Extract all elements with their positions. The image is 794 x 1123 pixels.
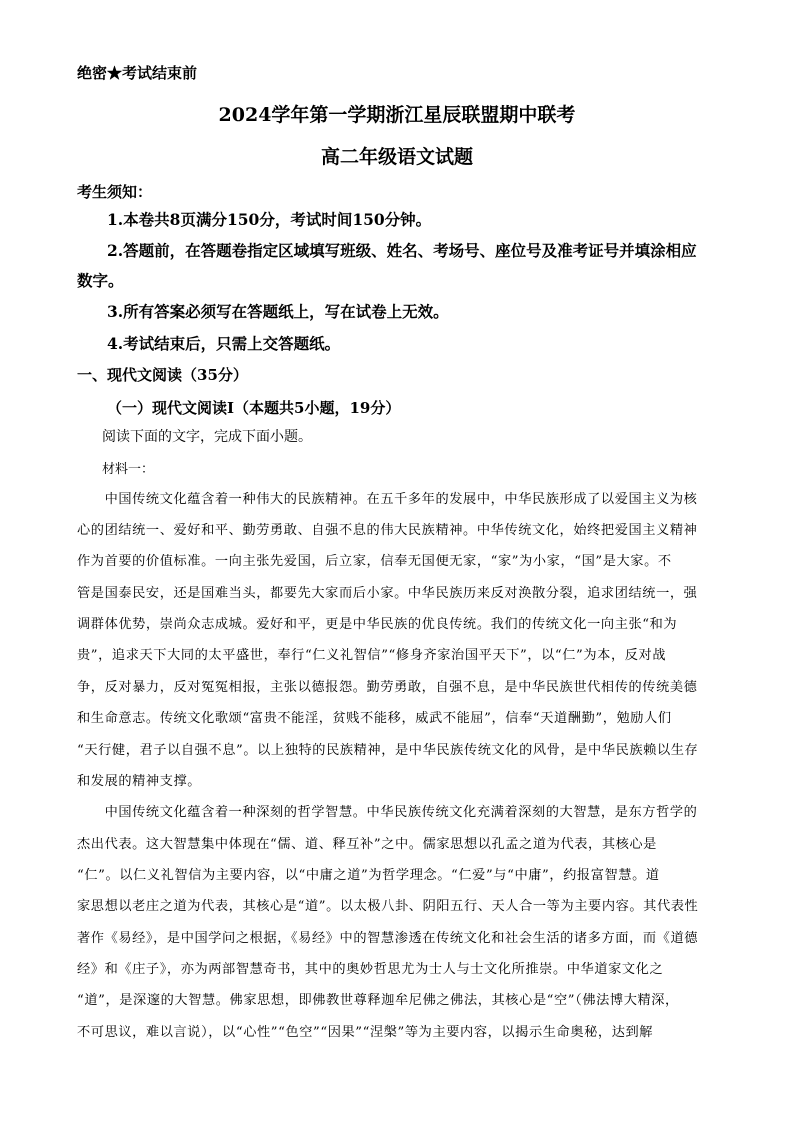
passage-line: “道”，是深邃的大智慧。佛家思想，即佛教世尊释迦牟尼佛之佛法，其核心是“空”（佛法博大精深， bbox=[77, 993, 679, 1008]
passage-line: 家思想以老庄之道为代表，其核心是“道”。以太极八卦、阴阳五行、天人合一等为主要内容。其代表性 bbox=[77, 899, 699, 914]
reading-instruction: 阅读下面的文字，完成下面小题。 bbox=[102, 429, 312, 445]
subsection-title: （一）现代文阅读Ⅰ（本题共5小题，19分） bbox=[107, 399, 401, 417]
notice-rule-4: 4.考试结束后，只需上交答题纸。 bbox=[107, 334, 341, 353]
passage-line: 管是国泰民安，还是国难当头，都要先大家而后小家。中华民族历来反对涣散分裂，追求团结统一，强 bbox=[77, 586, 698, 601]
notice-rule-3: 3.所有答案必须写在答题纸上，写在试卷上无效。 bbox=[107, 302, 449, 321]
passage-line: 中国传统文化蕴含着一种深刻的哲学智慧。中华民族传统文化充满着深刻的大智慧，是东方哲学的 bbox=[77, 805, 698, 820]
notice-heading: 考生须知： bbox=[77, 183, 153, 201]
section-title: 一、现代文阅读（35分） bbox=[77, 366, 248, 384]
material-label: 材料一： bbox=[102, 462, 155, 477]
passage-line: 杰出代表。这大智慧集中体现在“儒、道、释互补”之中。儒家思想以孔孟之道为代表，其核心是 bbox=[77, 837, 657, 852]
passage-line: 和发展的精神支撑。 bbox=[77, 774, 202, 789]
passage-line: 争，反对暴力，反对冤冤相报，主张以德报怨。勤劳勇敢，自强不息，是中华民族世代相传的传统美德 bbox=[77, 680, 698, 695]
passage-line: 不可思议，难以言说），以“心性”“色空”“因果”“涅槃”等为主要内容，以揭示生命奥秘，达到解 bbox=[77, 1025, 654, 1040]
secret-mark: 绝密★考试结束前 bbox=[77, 64, 198, 82]
passage-line: 中国传统文化蕴含着一种伟大的民族精神。在五千多年的发展中，中华民族形成了以爱国主义为核 bbox=[77, 492, 698, 507]
passage-line: 心的团结统一、爱好和平、勤劳勇敢、自强不息的伟大民族精神。中华传统文化，始终把爱国主义精神 bbox=[77, 523, 698, 538]
notice-rule-2-continued: 数字。 bbox=[77, 271, 124, 290]
passage-line: 和生命意志。传统文化歌颂“富贵不能淫，贫贱不能移，威武不能屈”，信奉“天道酬勤”，勉励人们 bbox=[77, 711, 672, 726]
passage-line: 贵”，追求天下大同的太平盛世，奉行“仁义礼智信”“修身齐家治国平天下”，以“仁”为本，反对战 bbox=[77, 648, 667, 663]
exam-title: 2024学年第一学期浙江星辰联盟期中联考 bbox=[218, 104, 576, 126]
passage-line: 调群体优势，崇尚众志成城。爱好和平，更是中华民族的优良传统。我们的传统文化一向主张“和为 bbox=[77, 617, 678, 632]
passage-line: 作为首要的价值标准。一向主张先爱国，后立家，信奉无国便无家，“家”为小家，“国”是大家。不 bbox=[77, 554, 672, 569]
notice-rule-2: 2.答题前，在答题卷指定区域填写班级、姓名、考场号、座位号及准考证号并填涂相应 bbox=[107, 241, 697, 260]
passage-line: 著作《易经》，是中国学问之根据，《易经》中的智慧渗透在传统文化和社会生活的诸多方面，而《道德 bbox=[77, 931, 699, 946]
notice-rule-1: 1.本卷共8页满分150分，考试时间150分钟。 bbox=[107, 210, 432, 229]
passage-line: “天行健，君子以自强不息”。以上独特的民族精神，是中华民族传统文化的风骨，是中华民族赖以生存 bbox=[77, 743, 699, 758]
exam-subtitle: 高二年级语文试题 bbox=[320, 146, 473, 168]
passage-line: “仁”。以仁义礼智信为主要内容，以“中庸之道”为哲学理念。“仁爱”与“中庸”，约报富智慧。道 bbox=[77, 868, 660, 883]
passage-line: 经》和《庄子》，亦为两部智慧奇书，其中的奥妙哲思尤为士人与士文化所推崇。中华道家文化之 bbox=[77, 962, 664, 977]
